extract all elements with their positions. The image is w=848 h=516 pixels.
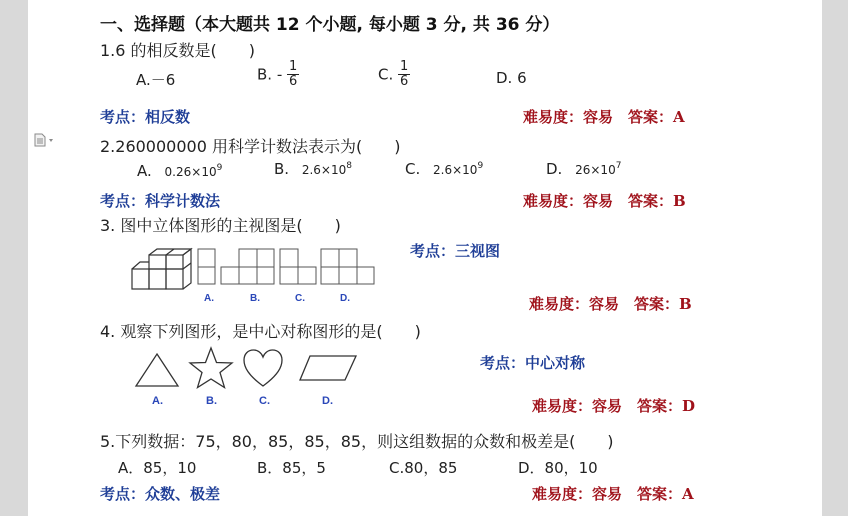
q2-option-d	[546, 160, 621, 178]
q1-option-c-fraction	[398, 60, 410, 89]
q3-option-d-figure	[320, 248, 376, 286]
q4-figure-label-d: D.	[322, 395, 333, 407]
q3-figure-label-b: B.	[250, 293, 260, 304]
parallelogram-figure	[298, 354, 358, 382]
q4-figure-label-a: A.	[152, 395, 163, 407]
q1-option-c-prefix: C.	[378, 65, 394, 84]
q3-figure-label-c: C.	[295, 293, 305, 304]
q2-difficulty-answer: 难易度：容易 答案：B	[523, 192, 686, 210]
q5-difficulty-answer: 难易度：容易 答案：A	[532, 485, 694, 503]
q5-option-b: B．85，5	[257, 459, 326, 477]
q4-difficulty-answer: 难易度：容易 答案：D	[532, 397, 696, 415]
q5-option-d: D．80，10	[518, 459, 598, 477]
q1-option-c	[378, 60, 410, 89]
question-2-stem: 2.260000000 用科学计数法表示为( )	[100, 137, 401, 156]
q1-option-d: D. 6	[496, 69, 527, 87]
q1-option-a: A.－6	[136, 71, 176, 89]
q3-difficulty-answer: 难易度：容易 答案：B	[529, 295, 692, 313]
q3-figure-label-d: D.	[340, 293, 350, 304]
q1-option-b-prefix: B. -	[257, 65, 283, 84]
q5-option-c: C.80，85	[389, 459, 458, 477]
q1-option-b	[257, 60, 299, 89]
q3-option-c-figure	[279, 248, 319, 286]
q3-option-b-figure	[220, 248, 276, 286]
question-3-stem: 3. 图中立体图形的主视图是( )	[100, 216, 341, 235]
q4-keypoint: 考点：中心对称	[480, 354, 586, 372]
q5-keypoint: 考点：众数、极差	[100, 485, 221, 503]
q2-option-a-exp: 9	[216, 163, 223, 173]
q2-option-b	[274, 160, 352, 178]
q1-option-b-fraction	[287, 60, 299, 89]
q2-option-c	[405, 160, 483, 178]
q5-option-a: A．85，10	[118, 459, 197, 477]
star-figure	[187, 346, 235, 390]
q2-option-d-value: 26×10	[575, 163, 616, 177]
q2-option-a	[137, 162, 222, 180]
question-5-stem: 5.下列数据：75，80，85，85，85，则这组数据的众数和极差是( )	[100, 432, 614, 451]
q2-option-b-label: B.	[274, 160, 290, 178]
q4-figure-label-c: C.	[259, 395, 270, 407]
q3-figure-label-a: A.	[204, 293, 214, 304]
q2-option-c-exp: 9	[477, 161, 484, 171]
question-4-stem: 4. 观察下列图形，是中心对称图形的是( )	[100, 322, 421, 341]
q2-option-b-value: 2.6×10	[301, 163, 347, 177]
q2-option-a-label: A.	[137, 162, 152, 180]
q2-option-a-value: 0.26×10	[164, 165, 217, 179]
q1-keypoint: 考点：相反数	[100, 108, 191, 126]
q3-solid-figure	[130, 248, 195, 293]
document-icon[interactable]	[34, 133, 58, 147]
q4-figure-label-b: B.	[206, 395, 217, 407]
q2-option-d-exp: 7	[615, 161, 622, 171]
question-1-stem: 1.6 的相反数是( )	[100, 41, 256, 60]
triangle-figure	[134, 352, 180, 388]
q2-option-b-exp: 8	[346, 161, 352, 171]
heart-figure	[242, 348, 284, 388]
q3-option-a-figure	[197, 248, 217, 286]
q2-option-d-label: D.	[546, 160, 563, 178]
section-heading: 一、选择题（本大题共 12 个小题, 每小题 3 分, 共 36 分）	[100, 15, 560, 35]
q1-c-numerator: 1	[400, 59, 409, 74]
q1-difficulty-answer: 难易度：容易 答案：A	[523, 108, 685, 126]
left-gutter	[0, 0, 28, 516]
q2-option-c-label: C.	[405, 160, 421, 178]
right-gutter	[822, 0, 848, 516]
q3-keypoint: 考点：三视图	[410, 242, 501, 260]
q2-keypoint: 考点：科学计数法	[100, 192, 221, 210]
q1-b-numerator: 1	[289, 59, 298, 74]
q1-c-denominator: 6	[400, 74, 409, 89]
q2-option-c-value: 2.6×10	[433, 163, 478, 177]
q1-b-denominator: 6	[289, 74, 298, 89]
